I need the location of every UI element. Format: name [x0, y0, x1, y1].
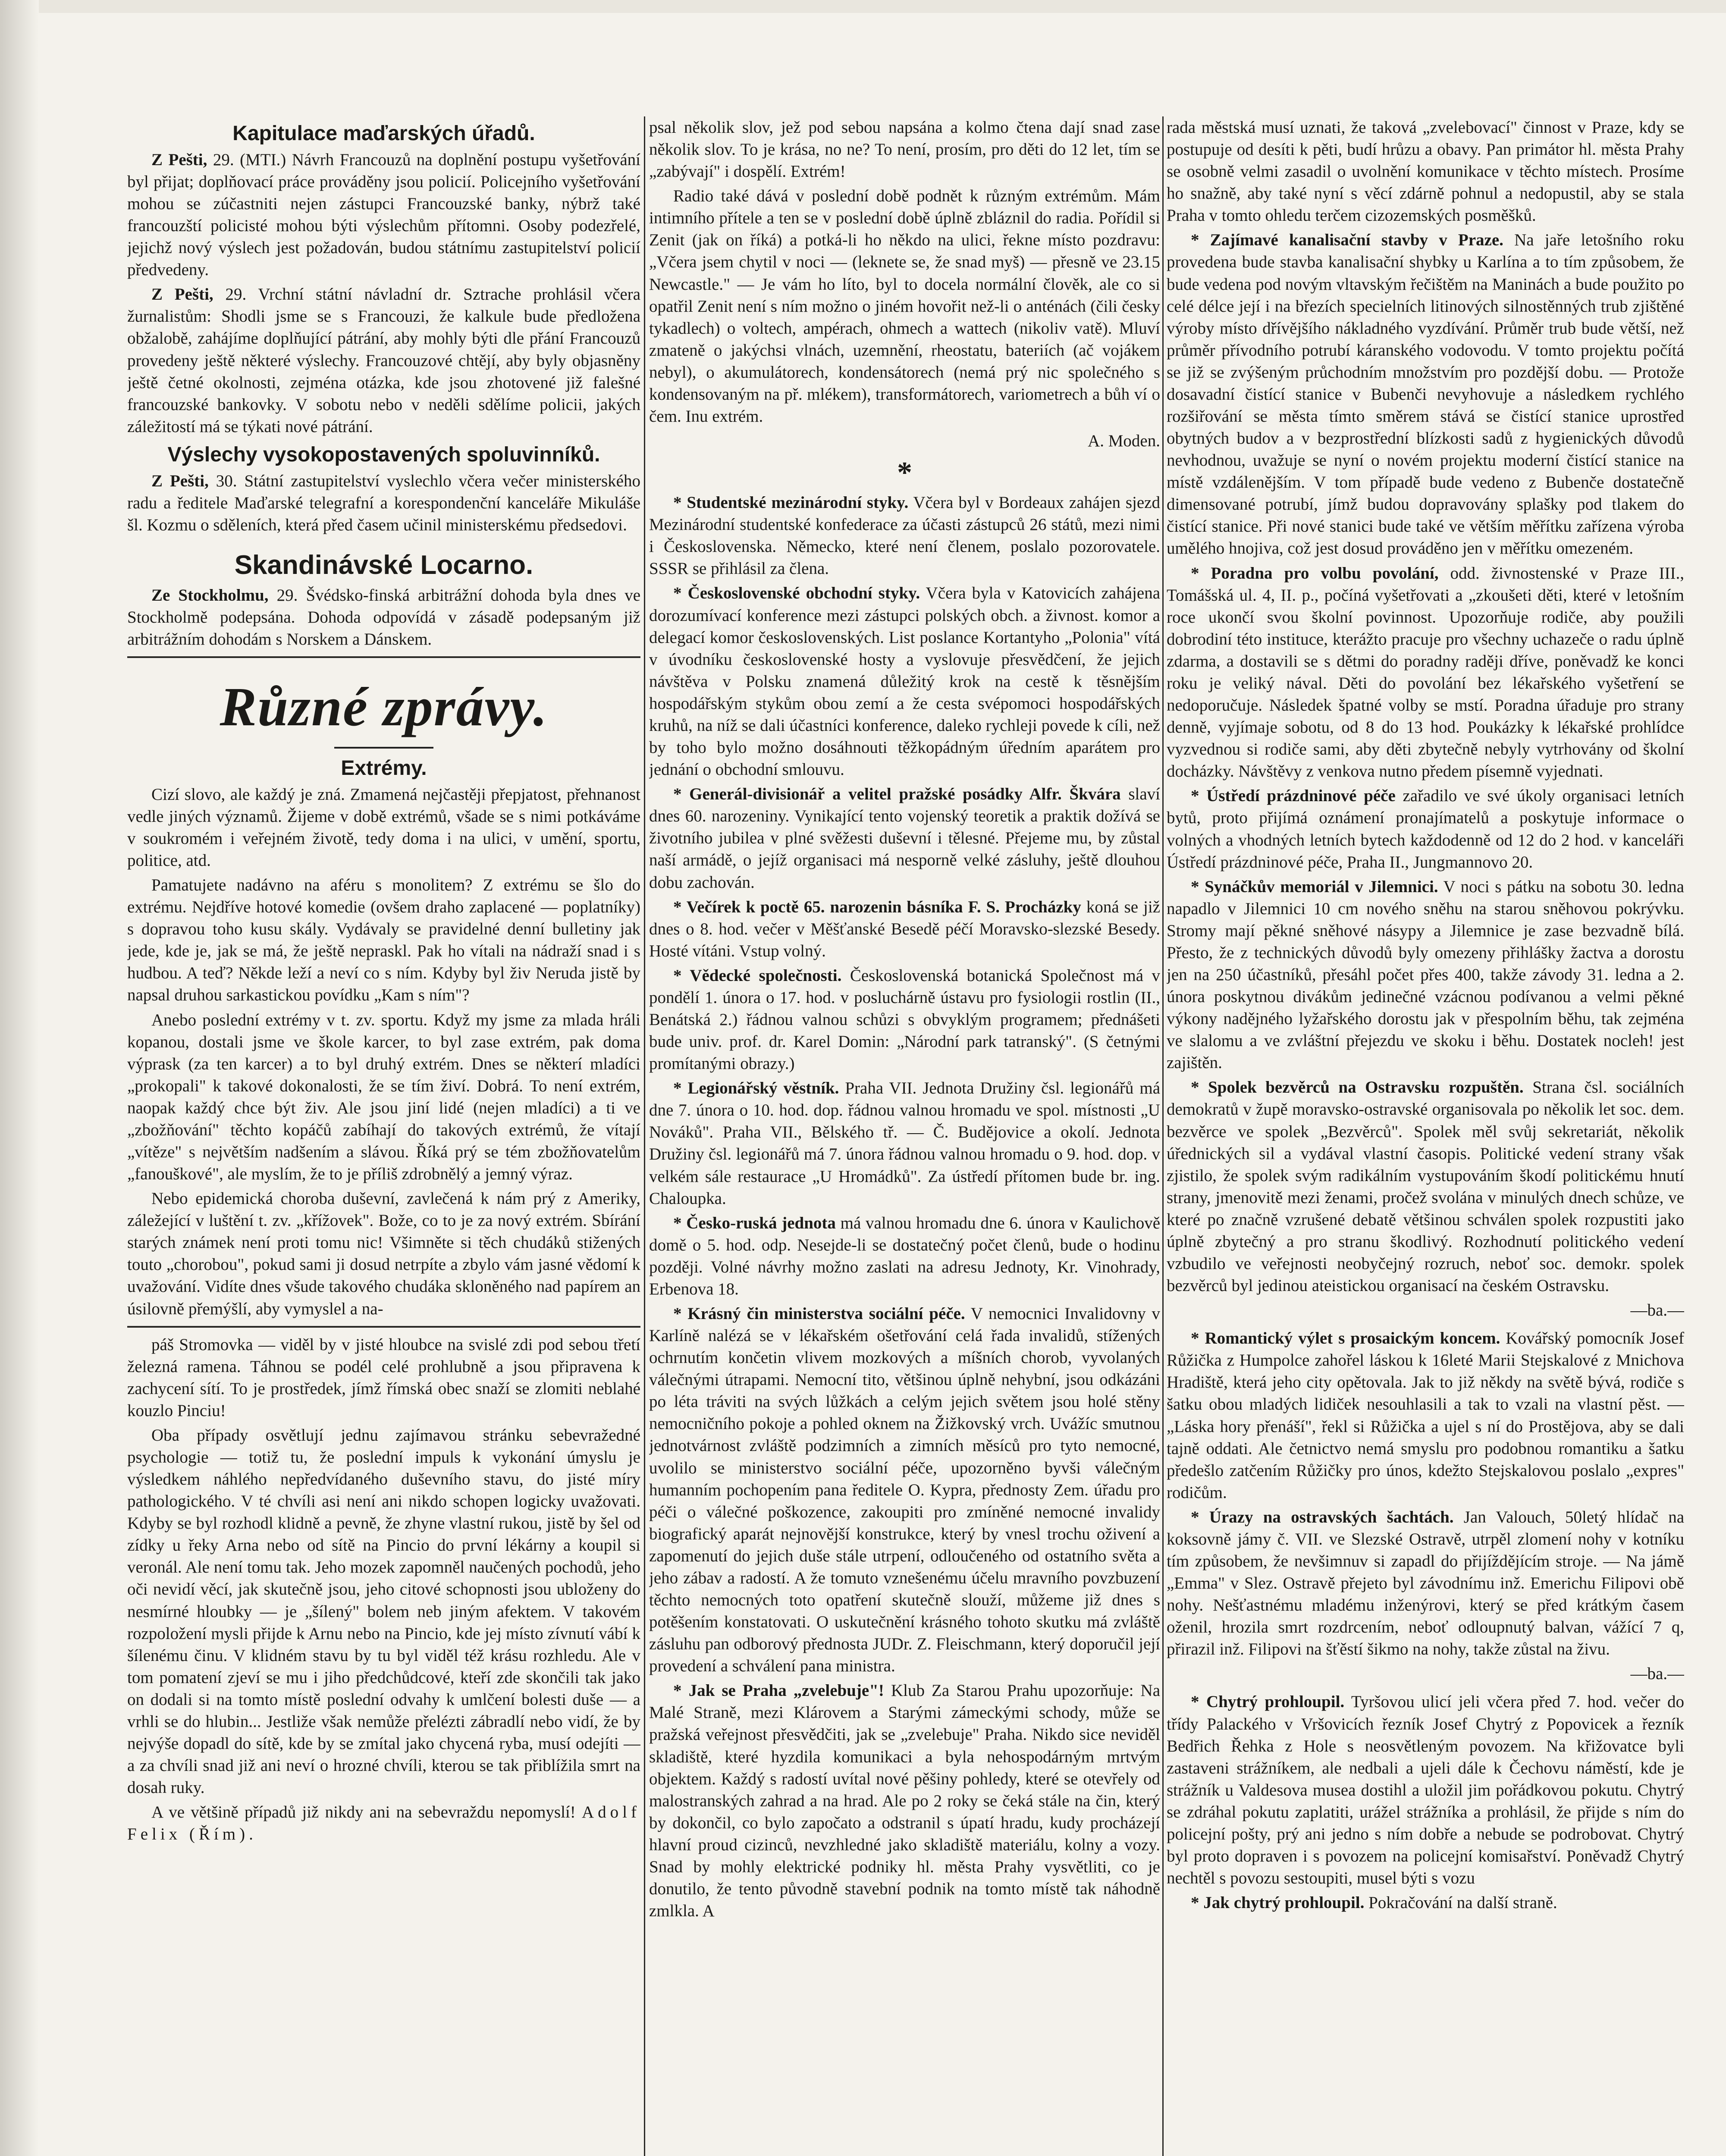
article-paragraph: Pamatujete nadávno na aféru s monolitem? Z extrému se šlo do extrému. Nejdříve hotové komedie (ovšem draho zaplacené — poplatníky) s dopravou toho kusu skály. Vydávaly se pravidelné denní bulletiny jak jede, kde je, jak se má, že ještě nepraskl. Pak ho vítali na nádraží snad i s hudbou. A teď? Někde leží a neví co s ním. Kdyby byl živ Neruda jistě by napsal druhou sarkastickou povídku „Kam s ním"?: [127, 876, 640, 1005]
section-title: Různé zprávy.: [220, 676, 548, 738]
page-top-edge: [0, 0, 1726, 13]
article-paragraph: Z Pešti, 30. Státní zastupitelství vyslechlo včera večer ministerského radu a ředitele Maďarské telegrafní a korespondenční kanceláře Mikuláše šl. Kozmu o sděleních, která před časem učinil ministerskému předsedovi.: [127, 471, 640, 534]
news-item: * Studentské mezinárodní styky. Včera byl v Bordeaux zahájen sjezd Mezinárodní studentské konfederace za účasti zástupců 26 států, mezi nimi i Československa. Německo, které není členem, poslalo pozorovatele. SSSR se přihlásil za člena.: [649, 493, 1160, 578]
headline-locarno: Skandinávské Locarno.: [234, 550, 533, 580]
article-paragraph: Oba případy osvětlují jednu zajímavou stránku sebevražedné psychologie — totiž tu, že poslední impuls k vykonání úmyslu je výsledkem náhlého nepředvídaného duševního stavu, do jisté míry pathologického. V té chvíli asi není ani nikdo schopen logicky uvažovati. Kdyby se byl rozhodl klidně a pevně, že zhyne vlastní rukou, jistě by šel od zídky u řeky Arna nebo od sítě na Pincio do první lékárny a koupil si veronál. Ale není tomu tak. Jeho mozek zapomněl naučených pochodů, jeho oči nevidí věcí, jak skutečně jsou, jeho citové schopnosti jsou ubloženy do nesmírné hloubky — je „šílený" bolem neb jiným afektem. V takovém rozpoložení mysli přijde k Arnu nebo na Pincio, kde jej místo zívnutí vábí k šílenému činu. V klidném stavu by tu byl viděl též krásu rozhledu. Ale v tom pomatení zjeví se mu i jiho předchůdcové, kteří zde skončili tak jako on dodali si na tomto místě poslední odvahy k umlčení bolesti duše — a vrhli se do hlubin... Jestliže však nemůže přelézti zábradlí nebo vidí, že by nejvýše dopadl do sítě, kde by se zmítal jako chycená ryba, musí odejíti — a za chvíli snad již ani neví o hrozné chvíli, kterou se tak přiblížila smrt na dosah ruky.: [127, 1426, 640, 1797]
news-item: rada městská musí uznati, že taková „zvelebovací" činnost v Praze, kdy se postupuje od desíti k pěti, budí hrůzu a obavy. Pan primátor hl. města Prahy se osobně velmi zasadil o uvolnění komunikace v těchto místech. Prosíme ho snažně, aby také nyní s věcí zdárně pohnul a nedopustil, aby se stala Praha v tomto ohledu terčem cizozemských posměšků.: [1167, 118, 1684, 225]
news-item: * Jak se Praha „zvelebuje"! Klub Za Starou Prahu upozorňuje: Na Malé Straně, mezi Klárovem a Starými zámeckými schody, může se pražská veřejnost přesvědčiti, jak se „zvelebuje" Praha. Nikdo sice neviděl skladiště, které hyzdila komunikaci a byla nehospodárným mrtvým objektem. Každý s radostí uvítal nové pěšiny pohledy, které se otevřely od malostranských zahrad a na hrad. Ale po 2 roky se čeká stále na čin, který by dokončil, co bylo započato a odstranil s úpatí hradu, kudy procházejí hlavní proud cizinců, nevzhledné jako skladiště materiálu, kolny a vozy. Snad by mohly elektrické podniky hl. města Prahy vysvětliti, co je donutilo, že tento původně stavební podnik na tomto místě tak náhodně zmlkla. A: [649, 1681, 1160, 1921]
news-item: * Večírek k poctě 65. narozenin básníka F. S. Procházky koná se již dnes o 8. hod. večer v Měšťanské Besedě péčí Moravsko-slezské Besedy. Hosté vítáni. Vstup volný.: [649, 897, 1160, 960]
author-signature: —ba.—: [1630, 1664, 1684, 1683]
news-item: * Poradna pro volbu povolání, odd. živnostenské v Praze III., Tomášská ul. 4, II. p., počíná vyšetřovati a „zkoušeti děti, které v letošním roce ukončí svou školní povinnost. Upozorňuje rodiče, aby použili dobrodiní této instituce, kterážto pracuje pro všechny uchazeče o radu úplně zdarma, a dostavili se s dětmi do poradny raději dříve, poněvadž ke konci roku je veliký nával. Děti do povolání bez lékařského vyšetření se nedoporučuje. Následek špatné volby se mstí. Poradna úřaduje pro strany denně, vyjímaje sobotu, od 8 do 13 hod. Poukázky k lékařské prohlídce vyzvednou si rodiče sami, aby děti zbytečně nebyly vytrhovány od školní docházky. Návštěvy z venkova nutno předem písemně vyjednati.: [1167, 564, 1684, 781]
article-paragraph: páš Stromovka — viděl by v jisté hloubce na svislé zdi pod sebou třetí železná ramena. Táhnou se podél celé prohlubně a jsou připravena k zachycení sítí. To je prostředek, jímž římská obec snaží se zlomiti neblahé kouzlo Pinciu!: [127, 1335, 640, 1420]
news-item: * Ústředí prázdninové péče zařadilo ve své úkoly organisaci letních bytů, proto přijímá oznámení pronajímatelů a poskytuje informace o volných a vhodných letních bytech každodenně od 12 do 2 hod. v kanceláři Ústředí prázdninové péče, Praha II., Jungmannovo 20.: [1167, 787, 1684, 871]
column-1: [127, 116, 640, 2156]
column-divider-2: [1162, 116, 1164, 2156]
headline-extremy: Extrémy.: [341, 756, 427, 780]
news-item: * Vědecké společnosti. Československá botanická Společnost má v pondělí 1. února o 17. hod. v posluchárně ústavu pro fysiologii rostlin (II., Benátská 2.) řádnou valnou schůzi s obvyklým programem; přednášeti bude univ. prof. dr. Karel Domin: „Národní park tatranský". (S četnými promítanými obrazy.): [649, 966, 1160, 1073]
section-divider: [127, 656, 640, 658]
news-item: * Chytrý prohloupil. Tyršovou ulicí jeli včera před 7. hod. večer do třídy Palackého v Vršovicích řezník Josef Chytrý z Popovicek a řezník Bedřich Řehka z Hole s neosvětleným povozem. Na křižovatce byli zastaveni strážníkem, ale nedbali a ujeli dále k Čechovu náměstí, kde je strážník u Valdesova musea dostihl a uložil jim pořádkovou pokutu. Chytrý se zdráhal pokutu zaplatiti, urážel strážníka a prohlásil, že přijde s ním do policejní pošty, prý ani jedno s ním dobře a nebude se podrobovat. Chytrý byl proto dopraven i s povozem na policejní komisařství. Poněvadž Chytrý nechtěl s povozu sestoupiti, musel býti s vozu: [1167, 1692, 1684, 1888]
article-paragraph: Z Pešti, 29. (MTI.) Návrh Francouzů na doplnění postupu vyšetřování byl přijat; doplňovací práce prováděny jsou policií. Policejního vyšetřování mohou se zúčastniti nejen zástupci Francouzské banky, nýbrž také francouzští policisté mohou býti výslechům přítomni. Osoby podezřelé, jejichž nový výslech jest požadován, budou státnímu zastupitelství policií předvedeny.: [127, 150, 640, 279]
news-item: * Zajímavé kanalisační stavby v Praze. Na jaře letošního roku provedena bude stavba kanalisační shybky u Karlína a to tím způsobem, že bude vedena pod novým vltavským řečištěm na Maninách a bude použito po celé délce její i na březích specielních litinových silnostěnných trub zjištěné výroby místo dřívějšího nákladného vyzdívání. Průměr trub bude větší, než průměr přívodního potrubí káranského vodovodu. V tomto projektu počítá se již se zvýšeným průchodním množstvím pro pozdější dobu. — Protože dosavadní čistící stanice v Bubenči nevyhovuje a následkem rychlého rozšiřování se města tímto směrem stává se čistící stanice uprostřed obytných budov a v bezprostřední blízkosti sadů z hygienických důvodů nevhodnou, uvažuje se nyní o novém projektu moderní čistící stanice na místě vzdálenějším. V tom případě bude vedeno z Bubenče dostatečně dimensované potrubí, jímž budou dopravovány splašky pod tlakem do čistící stanice. Při nové stanici bude také ve větším měřítku zařízena výroba umělého hnojiva, což jest dosud prováděno jen v měřítku omezeném.: [1167, 231, 1684, 558]
news-item: * Jak chytrý prohloupil. Pokračování na další straně.: [1191, 1893, 1557, 1912]
news-item: * Legionářský věstník. Praha VII. Jednota Družiny čsl. legionářů má dne 7. února o 10. hod. dop. řádnou valnou hromadu ve spol. místnosti „U Nováků". Praha VII., Bělského tř. — Č. Budějovice a okolí. Jednota Družiny čsl. legionářů má 7. února řádnou valnou hromadu o 9. hod. dop. v velkém sále restaurace „U Hromádků". Za ústředí přítomen bude br. ing. Chaloupka.: [649, 1079, 1160, 1208]
column-divider-1: [644, 116, 645, 2156]
section-underline: [334, 747, 433, 749]
news-item: * Úrazy na ostravských šachtách. Jan Valouch, 50letý hlídač na koksovně jámy č. VII. ve Slezské Ostravě, utrpěl zlomení nohy v kotníku tím způsobem, že nevšimnuv si zapadl do přijíždějícím stroje. — Na jámě „Emma" v Slez. Ostravě přejeto byl závodnímu inž. Emerichu Filipovi obě nohy. Nešťastnému mladému inženýrovi, který se před krátkým časem oženil, hrozila smrt rozdrcením, neboť odloupnutý balvan, vážící 7 q, přirazil inž. Filipovi na šťěstí šikmo na nohy, takže zůstal na živu.: [1167, 1507, 1684, 1659]
news-item: * Československé obchodní styky. Včera byla v Katovicích zahájena dorozumívací konference mezi zástupci polských obch. a živnost. komor a delegací komor československých. List poslance Kortantyho „Polonia" vítá v úvodníku československé hosty a vyslovuje přesvědčení, že jejich návštěva v Polsku znamená důležitý krok na cestě k těsnějším hospodářským stykům obou zemí a že cesta svépomoci hospodářských kruhů, na níž se dali účastníci konference, daleko rychleji povede k cíli, než by toho bylo možno dosáhnouti těžkopádným úředním aparátem pro jednání o obchodní smlouvu.: [649, 584, 1160, 779]
article-paragraph: Anebo poslední extrémy v t. zv. sportu. Když my jsme za mlada hráli kopanou, dostali jsme ve škole karcer, to byl zase extrém, pak doma výprask (za ten karcer) a to byl druhý extrém. Dnes se některí mladíci „prokopali" k takové dokonalosti, že se tím živí. Dobrá. To není extrém, naopak každý chce být živ. Ale jsou jiní lidé (nejen mladíci) a ti ve „zbožňování" těchto kopáčů zabíhají do takových extrémů, že vítají „vítěze" s největším nadšením a slávou. Říká prý se tém zbožňovatelům „fanouškové", ale myslím, že to je příliš zdrobnělý a jemný výraz.: [127, 1010, 640, 1184]
article-paragraph: Cizí slovo, ale každý je zná. Zmamená nejčastěji přepjatost, přehnanost vedle jiných významů. Žijeme v době extrémů, všade se s nimi potkáváme v soukromém i veřejném životě, tedy doma i na ulici, v umění, sportu, politice, atd.: [127, 785, 640, 870]
author-signature: A. Moden.: [1088, 432, 1160, 451]
article-paragraph: Ze Stockholmu, 29. Švédsko-finská arbitrážní dohoda byla dnes ve Stockholmě podepsána. Dohoda odpovídá v zásadě podepsaným již arbitrážním dohodám s Norskem a Dánskem.: [127, 586, 640, 649]
article-paragraph: Nebo epidemická choroba duševní, zavlečená k nám prý z Ameriky, záležející v luštění t. zv. „křížovek". Bože, co to je za nový extrém. Sbírání starých známek není proti tomu nic! Všimněte si těch chudáků stižených touto „chorobou", pokud sami ji dosud netrpíte a zbylo vám jasné vědomí k uvažování. Vidíte dnes všude takového chudáka skloněného nad papírem an úsilovně přemýšlí, aby vymyslel a na-: [127, 1189, 640, 1318]
news-item: * Romantický výlet s prosaickým koncem. Kovářský pomocník Josef Růžička z Humpolce zahořel láskou k 16leté Marii Stejskalové z Mnichova Hradiště, která jeho city opětovala. Jak to již někdy na světě bývá, rodiče s šatku obou mladých lidiček nesouhlasili a tak to vzali na vlastní pěst. — „Láska hory přenáší", řekl si Růžička a ujel s ní do Prostějova, aby se dali tajně oddati. Ale četnictvo nemá smyslu pro podobnou romantiku a šatku předešlo zatčením Růžičky pro únos, kdežto Stejskalovou poslalo „expres" rodičům.: [1167, 1329, 1684, 1502]
article-paragraph: Z Pešti, 29. Vrchní státní návladní dr. Sztrache prohlásil včera žurnalistům: Shodli jsme se s Francouzi, že kalkule bude předložena obžalobě, zahájíme doplňující pátrání, aby mohly býti dle přání Francouzů provedeny ještě některé výslechy. Francouzové chtějí, aby byly objasněny ještě četné okolnosti, zejména otázka, kde jsou zhotovené již falešné francouzské bankovky. V sobotu nebo v neděli sdělíme policii, jakých záležitostí má se týkati nové pátrání.: [127, 285, 640, 436]
column-3: [1167, 116, 1684, 2156]
article-paragraph: A ve většině případů již nikdy ani na sebevraždu nepomyslí! Adolf Felix (Řím).: [127, 1803, 640, 1844]
feuilleton-divider: [127, 1326, 640, 1328]
news-item: * Krásný čin ministerstva sociální péče. V nemocnici Invalidovny v Karlíně nalézá se v lékařském ošetřování celá řada invalidů, stížených ochrnutím končetin vlivem mozkových a míšních chorob, vyvolaných válečnými útrapami. Nemocní tito, většinou úplně nehybní, jsou odkázáni po léta tráviti na svých lůžkách a celým jejich světem jsou holé stěny nemocničního pokoje a pohled oknem na Žižkovský vrch. Uvážíc smutnou jednotvárnost zvláště podzimních a zimních měsíců pro tyto nemocné, uvolilo se ministerstvo sociální péče, upozorněno byvši válečným humanním pochopením pana ředitele O. Kypra, přednosty Zem. úřadu pro péči o válečné poškozence, zakoupiti pro zmíněné nemocné invalidy biografický aparát nejnovější konstrukce, který by vnesl trochu oživení a zapomenutí do jejich duše stále utrpení, odloučeného od ostatního světa a jeho zábav a radostí. A že tomuto vznešenému účelu mravního povzbuzení těchto nemocných toto opatření skutečně slouží, můžeme již dnes s potěšením konstatovati. O uskutečnění krásného tohoto skutku má zvláště zásluhu pan odborový přednosta JUDr. Z. Fleischmann, který doporučil její provedení a schválení pana ministra.: [649, 1304, 1160, 1676]
article-paragraph: Radio také dává v poslední době podnět k různým extrémům. Mám intimního přítele a ten se v poslední době úplně zbláznil do radia. Pořídil si Zenit (jak on říká) a potká-li ho někdo na ulici, řekne místo pozdravu: „Včera jsem chytil v noci — (leknete se, že snad myš) — přesně ve 23.15 Newcastle." — Je vám ho líto, byl to docela normální člověk, ale co si opatřil Zenit není s ním možno o jiném hovořit než-li o anténách (čili česky tykadlech) o voltech, ampérach, ohmech a wattech (nikoliv vatě). Mluví zmateně o jakýchsi vlnách, uzemnění, rheostatu, bateriích (ač vojákem nebyl), o akumulátorech, kondensátorech (nemá prý nic společného s kondensovaným na př. mlékem), transformátorech, variometrech a bůh ví o čem. Inu extrém.: [649, 187, 1160, 426]
article-paragraph: psal několik slov, jež pod sebou napsána a kolmo čtena dají snad zase několik slov. To je krása, no ne? To není, prosím, pro děti do 12 let, tím se „zabývají" i dospělí. Extrém!: [649, 118, 1160, 181]
headline-kapitulace: Kapitulace maďarských úřadů.: [232, 122, 535, 145]
news-item: * Synáčkův memoriál v Jilemnici. V noci s pátku na sobotu 30. ledna napadlo v Jilemnici 10 cm nového sněhu na starou sněhovou pokrývku. Stromy mají pěkné sněhové násypy a Jilemnice je zase bezvadně bílá. Přesto, že z technických důvodů byly omezeny přihlášky žactva a dorostu jen na 250 účastníků, přesáhl počet přes 400, takže závody 31. ledna a 2. února poskytnou divákům jedinečné vzácnou podívanou a velmi pěkné výkony nadějného lyžařského dorostu jak v přespolním běhu, tak zejména ve slalomu a ve zvláštní přejezdu ve skoku i běhu. Dostatek nocleh! jest zajištěn.: [1167, 877, 1684, 1072]
asterisk-separator: *: [897, 456, 912, 490]
author-signature: —ba.—: [1630, 1301, 1684, 1320]
column-2: [649, 116, 1160, 2156]
headline-vyslechy: Výslechy vysokopostavených spoluvinníků.: [167, 443, 600, 466]
news-item: * Spolek bezvěrců na Ostravsku rozpuštěn. Strana čsl. sociálních demokratů v župě moravsko-ostravské organisovala po několik let soc. dem. bezvěrce ve spolek „Bezvěrců". Spolek měl svůj sekretariát, několik úřednických sil a vydával vlastní časopis. Politické vedení strany však zjistilo, že spolek svým radikálním vystupováním škodí politickému hnutí strany, jmenovitě mezi ženami, pročež svolána v minulých dnech schůze, ve které po značně vzrušené debatě většinou schválen spolek rozpustiti jako úplně zbytečný a pro stranu škodlivý. Rozhodnutí politického vedení vzbudilo ve veřejnosti neobyčejný rozruch, neboť soc. demokr. spolek bezvěrců byl jedinou ateistickou organisací na českém Ostravsku.: [1167, 1078, 1684, 1295]
news-item: * Česko-ruská jednota má valnou hromadu dne 6. února v Kaulichově domě o 5. hod. odp. Nesejde-li se dostatečný počet členů, bude o hodinu později. Volné návrhy možno zaslati na adresu Jednoty, Kr. Vinohrady, Erbenova 18.: [649, 1213, 1160, 1298]
news-item: * Generál-divisionář a velitel pražské posádky Alfr. Škvára slaví dnes 60. narozeniny. Vynikající tento vojenský teoretik a praktik dožívá se životního jubilea v plné svěžesti duševní i tělesné. Přejeme mu, by zůstal naší armádě, o jejíž organisaci má nesporně velké zásluhy, ještě dlouhou dobu zachován.: [649, 785, 1160, 892]
page-left-shadow: [0, 0, 39, 2156]
